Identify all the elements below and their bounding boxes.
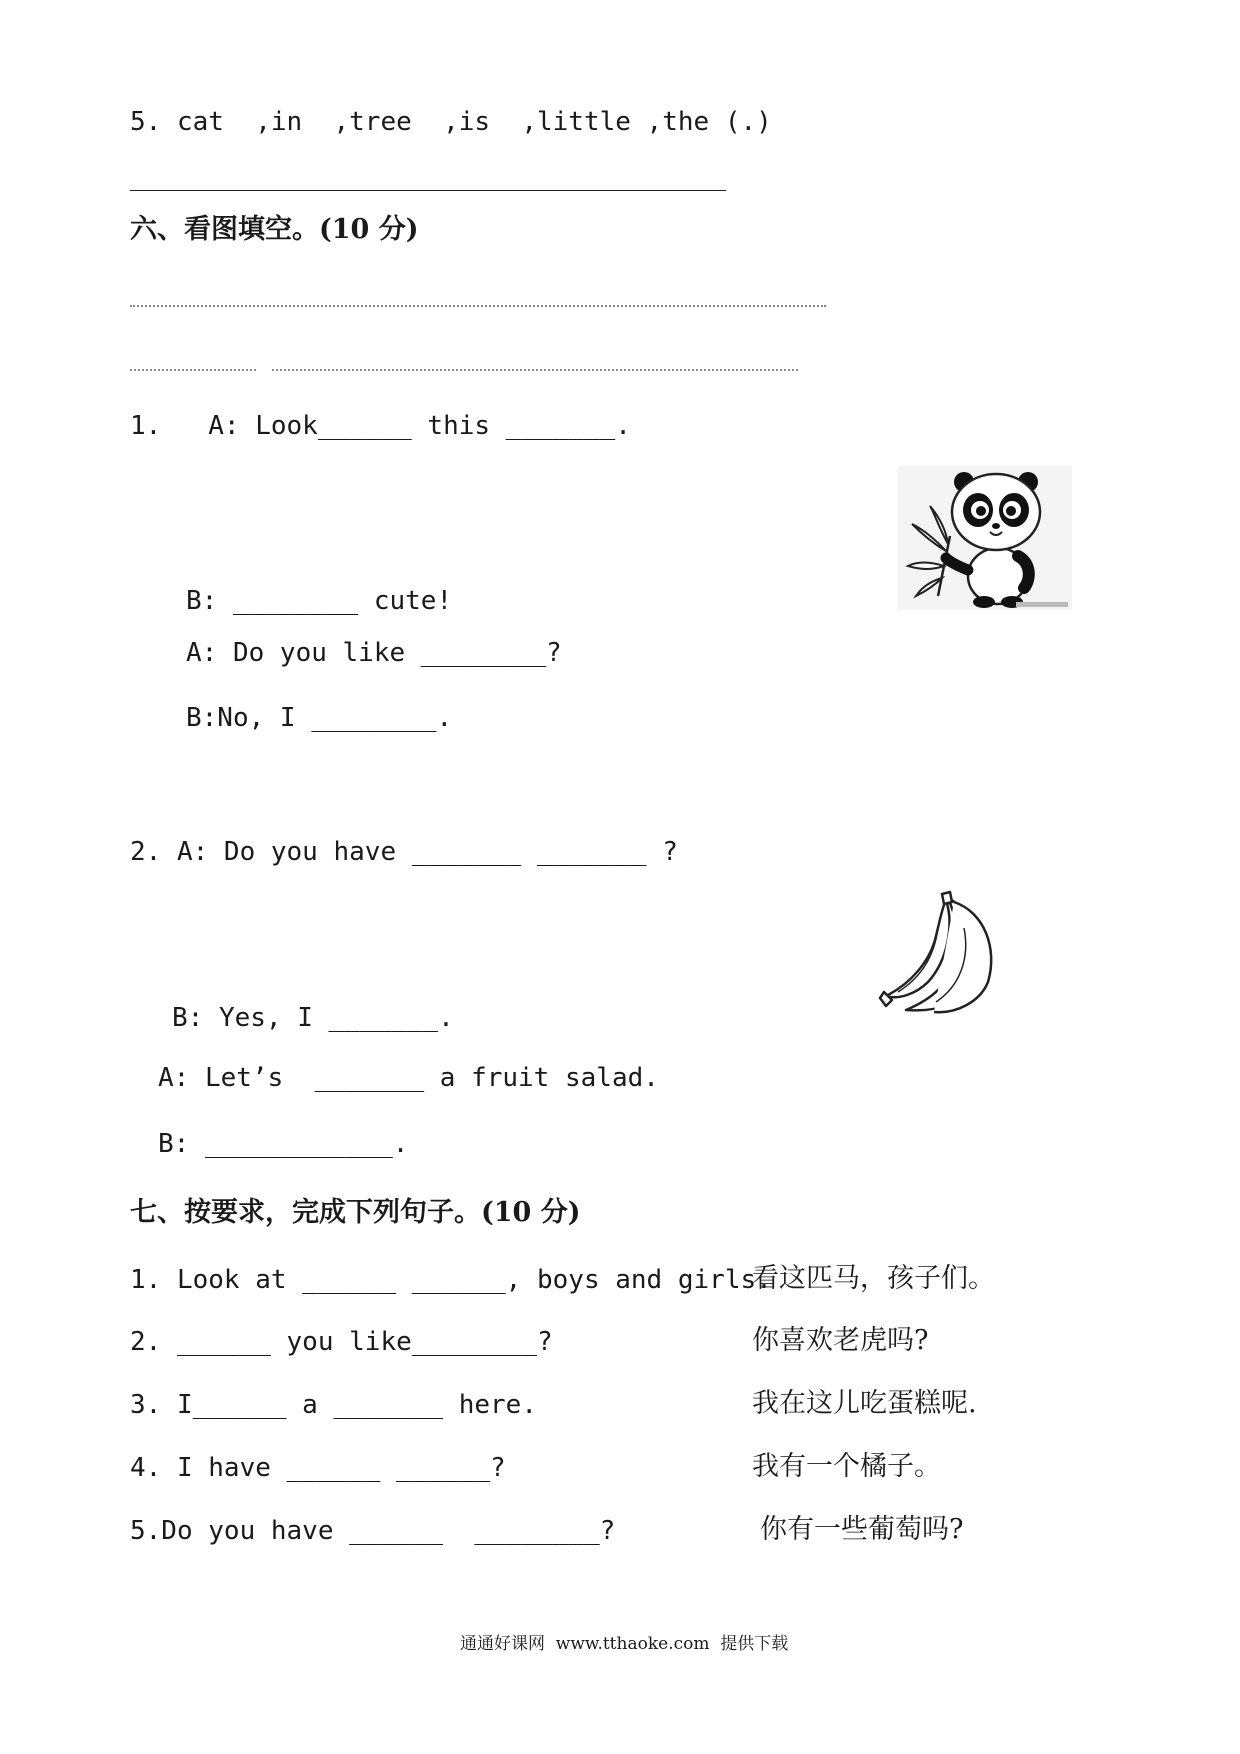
s7-item-4-cn: 我有一个橘子。 <box>752 1451 941 1482</box>
q2-line-a1: 2. A: Do you have _______ _______ ? <box>130 837 678 867</box>
bananas-image <box>876 888 1016 1018</box>
q1-line-b1: B: ________ cute! <box>186 586 453 616</box>
q2-line-b2: B: ____________. <box>158 1129 409 1159</box>
q1-line-a1: 1. A: Look______ this _______. <box>130 411 631 441</box>
s7-item-5-cn: 你有一些葡萄吗? <box>760 1514 964 1545</box>
s7-item-4-en: 4. I have ______ ______? <box>130 1453 506 1483</box>
q2-line-b1: B: Yes, I _______. <box>172 1003 454 1033</box>
s7-item-3-en: 3. I______ a _______ here. <box>130 1390 537 1420</box>
q2-line-a2: A: Let’s _______ a fruit salad. <box>158 1063 659 1093</box>
dotted-guide-line <box>130 369 256 371</box>
dotted-guide-line <box>272 369 798 371</box>
q1-line-b2: B:No, I ________. <box>186 703 453 733</box>
footer-credit: 通通好课网 www.tthaoke.com 提供下载 <box>460 1634 789 1654</box>
panda-icon <box>898 466 1072 610</box>
panda-image <box>898 466 1072 610</box>
answer-line <box>130 190 726 191</box>
s7-item-2-cn: 你喜欢老虎吗? <box>752 1325 929 1356</box>
s7-item-2-en: 2. ______ you like________? <box>130 1327 553 1357</box>
section-7-heading: 七、按要求，完成下列句子。(10 分) <box>130 1197 581 1228</box>
reorder-question-5: 5. cat ,in ,tree ,is ,little ,the (.) <box>130 107 772 137</box>
s7-item-5-en: 5.Do you have ______ ________? <box>130 1516 616 1546</box>
dotted-guide-line <box>130 305 826 307</box>
banana-icon <box>876 888 1016 1018</box>
s7-item-3-cn: 我在这儿吃蛋糕呢. <box>752 1388 977 1419</box>
q1-line-a2: A: Do you like ________? <box>186 638 562 668</box>
s7-item-1-cn: 看这匹马，孩子们。 <box>752 1263 995 1294</box>
section-6-heading: 六、看图填空。(10 分) <box>130 214 419 245</box>
s7-item-1-en: 1. Look at ______ ______, boys and girls. <box>130 1265 772 1295</box>
